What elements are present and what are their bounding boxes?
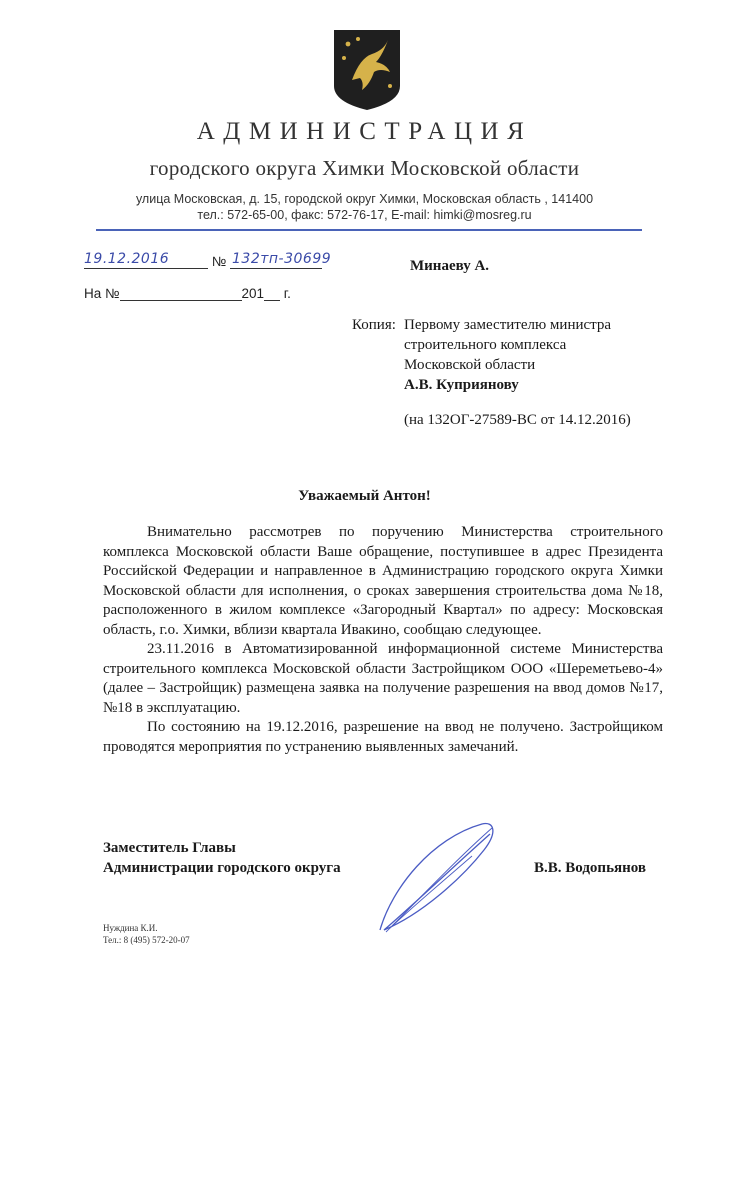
outgoing-ref — [84, 251, 332, 269]
reply-number-field — [120, 285, 242, 301]
number-sign: № — [211, 254, 227, 269]
reply-suffix: г. — [283, 286, 291, 301]
org-address: улица Московская, д. 15, городской округ Химки, Московская область , 141400 — [135, 192, 594, 206]
executor-phone: Тел.: 8 (495) 572-20-07 — [103, 935, 190, 945]
signatory-title-line-1: Заместитель Главы — [103, 840, 236, 856]
reply-ref — [84, 285, 291, 301]
org-contacts: тел.: 572-65-00, факс: 572-76-17, E-mail: himki@mosreg.ru — [197, 208, 532, 222]
paragraph-2: 23.11.2016 в Автоматизированной информационной системе Министерства строительного комплекса Московской области Застройщиком ООО «Шереметьево-4» (далее – Застройщик) размещена заявка на получение разрешения на ввод домов №17, №18 в эксплуатацию. — [103, 641, 663, 716]
copy-reference: (на 132ОГ-27589-ВС от 14.12.2016) — [404, 412, 631, 428]
coat-of-arms-icon — [332, 28, 402, 112]
copy-line-1: Первому заместителю министра — [404, 317, 612, 333]
handwritten-number: 132тп-30699 — [232, 251, 332, 267]
letter-body — [103, 523, 663, 757]
addressee: Минаеву А. — [410, 258, 490, 274]
signatory-name: В.В. Водопьянов — [534, 860, 646, 876]
reply-year-field — [264, 285, 280, 301]
paragraph-3: По состоянию на 19.12.2016, разрешение на ввод не получено. Застройщиком проводятся мероприятия по устранению выявленных замечаний. — [103, 719, 663, 755]
executor-name: Нуждина К.И. — [103, 923, 158, 933]
signatory-title-line-2: Администрации городского округа — [103, 860, 341, 876]
executor-info — [103, 922, 190, 946]
handwritten-date: 19.12.2016 — [84, 251, 170, 267]
number-field — [230, 251, 332, 269]
handwritten-signature — [372, 818, 502, 943]
org-title: АДМИНИСТРАЦИЯ — [196, 118, 533, 145]
copy-block — [404, 315, 611, 395]
header-divider — [96, 229, 642, 231]
salutation: Уважаемый Антон! — [298, 488, 431, 504]
copy-recipient: А.В. Куприянову — [404, 377, 519, 393]
org-subtitle: городского округа Химки Московской области — [149, 156, 580, 180]
reply-year: 201 — [241, 286, 265, 301]
reply-prefix: На № — [84, 286, 120, 301]
paragraph-1: Внимательно рассмотрев по поручению Министерства строительного комплекса Московской области Ваше обращение, поступившее в адрес Президента Российской Федерации и направленное в Администрацию городского округа Химки Московской области для исполнения, о сроках завершения строительства дома №18, расположенного в жилом комплексе «Загородный Квартал» по адресу: Московская область, г.о. Химки, вблизи квартала Ивакино, сообщаю следующее. — [103, 524, 663, 638]
date-field — [84, 253, 208, 269]
copy-label: Копия: — [352, 317, 396, 333]
copy-line-3: Московской области — [404, 357, 536, 373]
signatory-title — [103, 838, 341, 878]
copy-line-2: строительного комплекса — [404, 337, 567, 353]
